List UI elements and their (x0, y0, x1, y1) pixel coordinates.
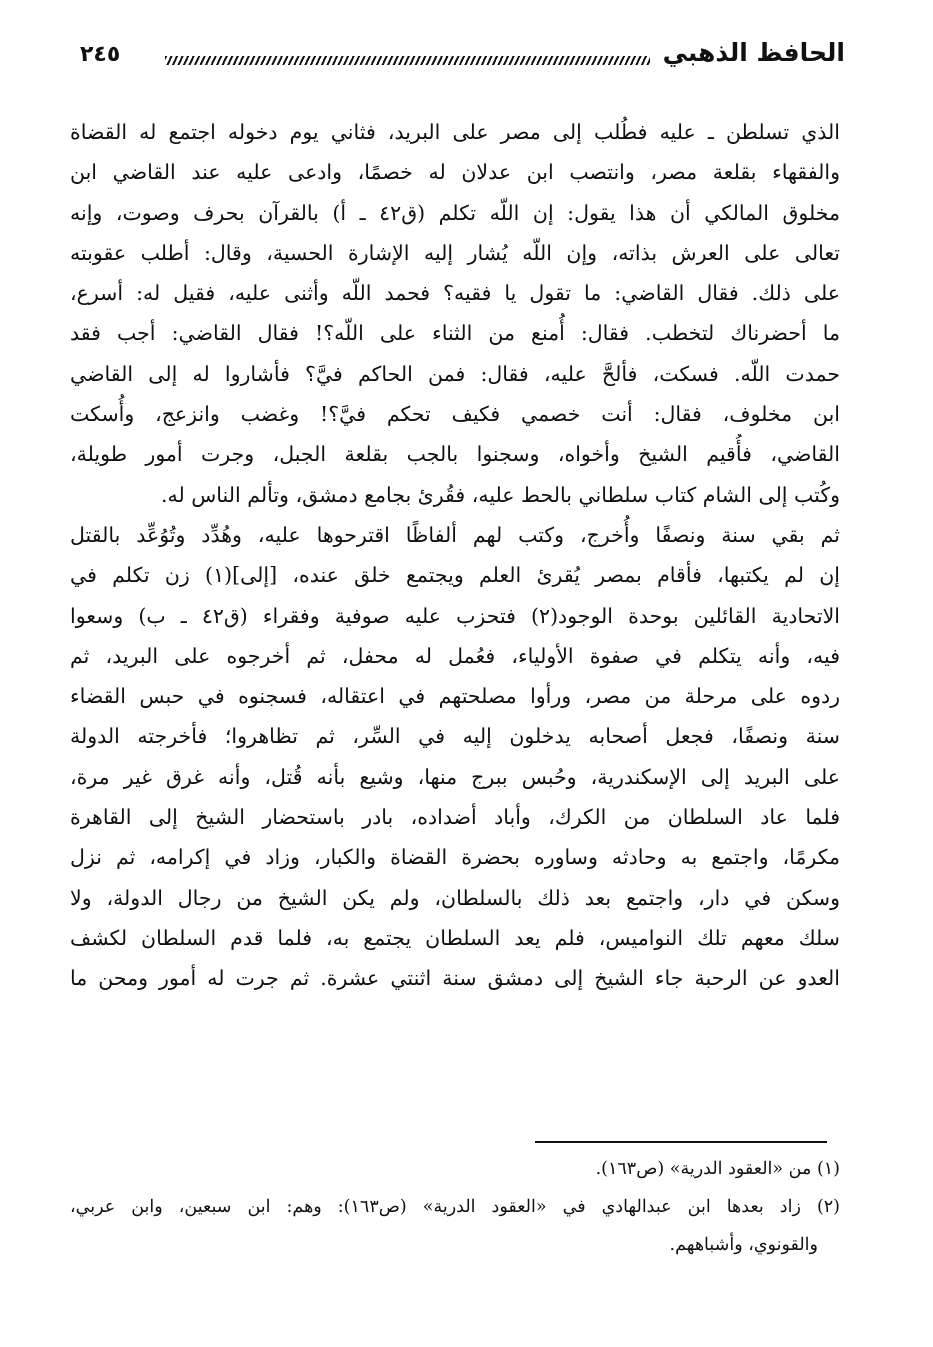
main-text (70, 112, 840, 999)
text-line: القاضي، فأُقيم الشيخ وأخواه، وسجنوا بالجب بقلعة الجبل، وجرت أمور طويلة، (70, 442, 840, 467)
text-line: إن لم يكتبها، فأقام بمصر يُقرئ العلم ويجتمع خلق عنده، [إلى](١) زن تكلم في (70, 563, 840, 588)
text-line: مكرمًا، واجتمع به وحادثه وساوره بحضرة القضاة والكبار، وزاد في إكرامه، ثم نزل (70, 845, 840, 870)
footnote-2-continued: والقونوي، وأشباههم. (669, 1235, 818, 1255)
footnote-2: (٢) زاد بعدها ابن عبدالهادي في «العقود الدرية» (ص١٦٣): وهم: ابن سبعين، وابن عربي، (70, 1197, 840, 1217)
text-line: على البريد إلى الإسكندرية، وحُبس ببرج منها، وشيع بأنه قُتل، وأنه غرق غير مرة، (70, 764, 840, 789)
running-title: الحافظ الذهبي (662, 38, 845, 67)
text-line: وسكن في دار، واجتمع بعد ذلك بالسلطان، ولم يكن الشيخ من رجال الدولة، ولا (70, 885, 840, 910)
text-line: مخلوق المالكي أن هذا يقول: إن اللّه تكلم (ق٤٢ ـ أ) بالقرآن بحرف وصوت، وإنه (70, 200, 840, 225)
text-line: سلك معهم تلك النواميس، فلم يعد السلطان يجتمع به، فلما قدم السلطان لكشف (70, 925, 840, 950)
text-line: وكُتب إلى الشام كتاب سلطاني بالحط عليه، فقُرئ بجامع دمشق، وتألم الناس له. (161, 482, 840, 507)
header-decorative-rule (165, 56, 650, 65)
text-line: ما أحضرناك لتخطب. فقال: أُمنع من الثناء على اللّه؟! فقال القاضي: أجب فقد (70, 321, 840, 346)
text-line: ردوه على مرحلة من مصر، ورأوا مصلحتهم في اعتقاله، فسجنوه في حبس القضاء (70, 684, 840, 709)
page-number: ٢٤٥ (80, 42, 121, 67)
text-line: الذي تسلطن ـ عليه فطُلب إلى مصر على البريد، فثاني يوم دخوله اجتمع له القضاة (70, 120, 840, 144)
text-line: ابن مخلوف، فقال: أنت خصمي فكيف تحكم فيَّ؟! وغضب وانزعج، وأُسكت (70, 402, 840, 427)
footnote-separator (535, 1141, 827, 1143)
text-line: العدو عن الرحبة جاء الشيخ إلى دمشق سنة اثنتي عشرة. ثم جرت له أمور ومحن ما (70, 966, 840, 991)
text-line: والفقهاء بقلعة مصر، وانتصب ابن عدلان له خصمًا، وادعى عليه عند القاضي ابن (70, 160, 840, 185)
footnotes (70, 1150, 840, 1264)
text-line: حمدت اللّه. فسكت، فألحَّ عليه، فقال: فمن الحاكم فيَّ؟ فأشاروا له إلى القاضي (70, 361, 840, 386)
page-header (70, 38, 845, 88)
footnote-1: (١) من «العقود الدرية» (ص١٦٣). (595, 1159, 840, 1179)
text-line: تعالى على العرش بذاته، وإن اللّه يُشار إليه الإشارة الحسية، وقال: أطلب عقوبته (70, 240, 840, 265)
text-line: سنة ونصفًا، فجعل أصحابه يدخلون إليه في السِّر، ثم تظاهروا؛ فأخرجته الدولة (70, 724, 840, 749)
text-line: على ذلك. فقال القاضي: ما تقول يا فقيه؟ فحمد اللّه وأثنى عليه، فقيل له: أسرع، (70, 281, 840, 306)
text-line: فلما عاد السلطان من الكرك، وأباد أضداده، بادر باستحضار الشيخ إلى القاهرة (70, 805, 840, 830)
text-line: الاتحادية القائلين بوحدة الوجود(٢) فتحزب عليه صوفية وفقراء (ق٤٢ ـ ب) وسعوا (70, 603, 840, 628)
text-line: ثم بقي سنة ونصفًا وأُخرج، وكتب لهم ألفاظًا اقترحوها عليه، وهُدِّد وتُوُعِّد بالقتل (70, 522, 840, 547)
text-line: فيه، وأنه يتكلم في صفوة الأولياء، فعُمل له محفل، ثم أخرجوه على البريد، ثم (70, 643, 840, 668)
